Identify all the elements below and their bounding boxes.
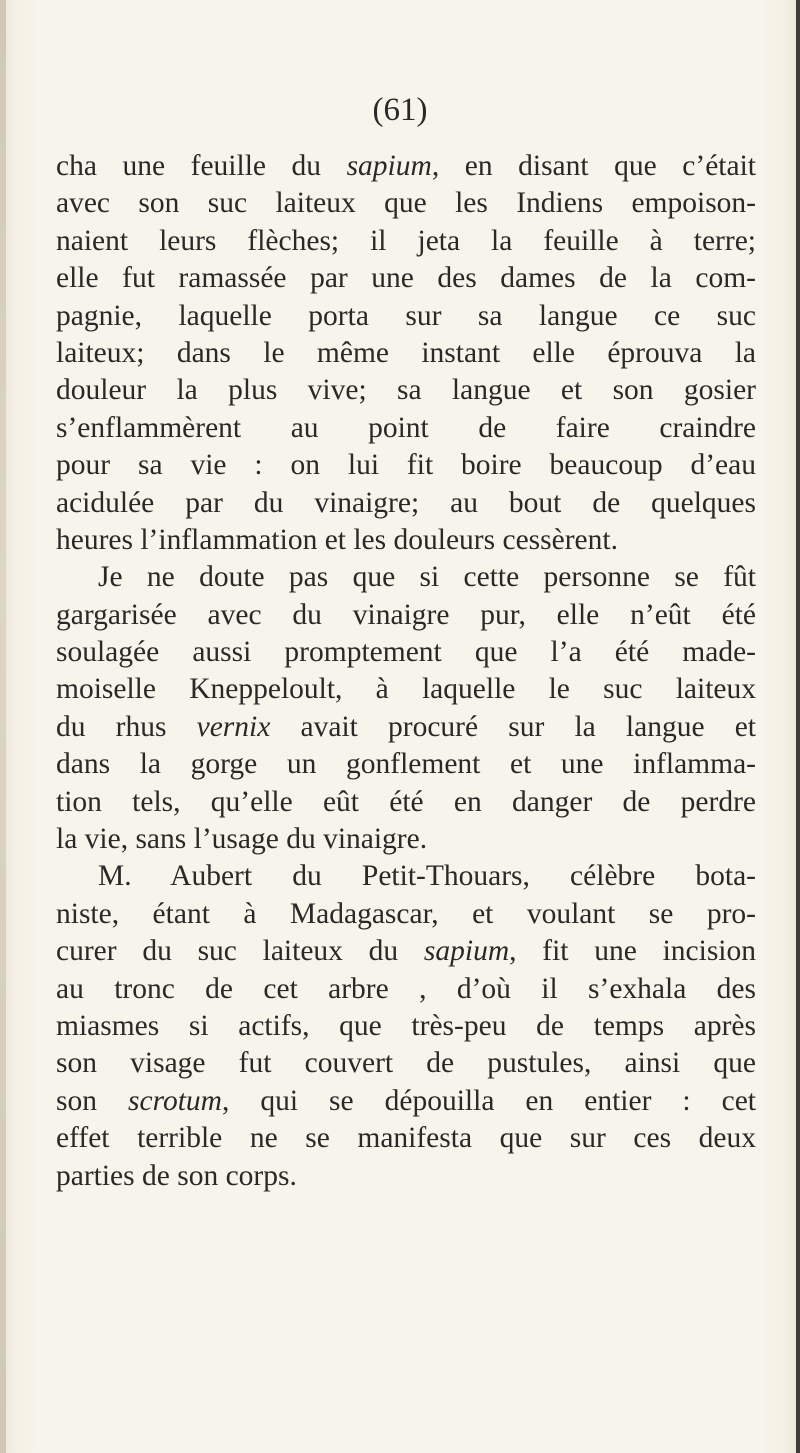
page-right-edge: [796, 0, 800, 1453]
text-fragment: M. Aubert du Petit-Thouars, célèbre bota-: [98, 860, 756, 893]
text-fragment: au tronc de cet arbre , d’où il s’exhala des: [56, 972, 756, 1005]
text-fragment: du rhus: [56, 710, 197, 743]
text-fragment: Je ne doute pas que si cette personne se fût: [98, 561, 756, 594]
text-fragment: naient leurs flèches; il jeta la feuille à terre;: [56, 224, 756, 257]
text-line: [56, 447, 756, 484]
text-line: [56, 522, 756, 559]
text-line: [56, 148, 756, 185]
text-fragment: son: [56, 1084, 128, 1117]
text-fragment: douleur la plus vive; sa langue et son gosier: [56, 374, 756, 407]
text-fragment: miasmes si actifs, que très-peu de temps après: [56, 1009, 756, 1042]
text-fragment: avec son suc laiteux que les Indiens empoison-: [56, 187, 756, 220]
text-fragment: elle fut ramassée par une des dames de la com-: [56, 262, 756, 295]
text-line: [56, 260, 756, 297]
text-line: [56, 784, 756, 821]
text-fragment: curer du suc laiteux du: [56, 935, 424, 968]
text-line: [56, 298, 756, 335]
text-fragment: , qui se dépouilla en entier : cet: [221, 1084, 757, 1117]
text-line: [56, 223, 756, 260]
text-fragment: laiteux; dans le même instant elle éprouva la: [56, 336, 756, 369]
italic-term: scrotum: [128, 1084, 222, 1117]
text-fragment: niste, étant à Madagascar, et voulant se pro-: [56, 897, 756, 930]
text-fragment: son visage fut couvert de pustules, ainsi que: [56, 1047, 756, 1080]
text-line: [56, 335, 756, 372]
italic-term: vernix: [196, 710, 271, 743]
text-fragment: gargarisée avec du vinaigre pur, elle n’eût été: [56, 598, 756, 631]
text-fragment: acidulée par du vinaigre; au bout de quelques: [56, 486, 756, 519]
text-line: [56, 185, 756, 222]
text-fragment: tion tels, qu’elle eût été en danger de perdre: [56, 785, 756, 818]
text-line: [56, 634, 756, 671]
text-line: [56, 933, 756, 970]
text-line: [56, 746, 756, 783]
text-line: [56, 1158, 756, 1195]
italic-term: sapium: [346, 150, 432, 182]
text-fragment: dans la gorge un gonflement et une inflamma-: [56, 748, 756, 781]
text-fragment: , en disant que c’était: [431, 150, 756, 182]
text-fragment: , fit une incision: [509, 935, 756, 968]
text-line: [56, 896, 756, 933]
text-line: [56, 821, 756, 858]
text-fragment: avait procuré sur la langue et: [270, 710, 756, 743]
page-left-edge: [0, 0, 6, 1453]
italic-term: sapium: [423, 935, 510, 968]
page-number: (61): [372, 92, 428, 128]
text-line: [56, 1008, 756, 1045]
body-text: [56, 148, 756, 1195]
text-line: [56, 485, 756, 522]
text-line: [56, 858, 756, 895]
text-line: [56, 1045, 756, 1082]
text-fragment: s’enflammèrent au point de faire craindre: [56, 411, 756, 444]
text-line: [56, 709, 756, 746]
text-fragment: la vie, sans l’usage du vinaigre.: [56, 823, 428, 856]
text-line: [56, 559, 756, 596]
text-line: [56, 597, 756, 634]
text-fragment: cha une feuille du: [56, 150, 347, 182]
text-line: [56, 971, 756, 1008]
text-line: [56, 1083, 756, 1120]
text-line: [56, 372, 756, 409]
text-fragment: effet terrible ne se manifesta que sur ces deux: [56, 1122, 756, 1155]
text-line: [56, 1120, 756, 1157]
text-fragment: moiselle Kneppeloult, à laquelle le suc laiteux: [56, 673, 756, 706]
text-line: [56, 671, 756, 708]
text-fragment: heures l’inflammation et les douleurs cessèrent.: [56, 523, 618, 556]
text-fragment: parties de son corps.: [56, 1159, 297, 1192]
text-fragment: soulagée aussi promptement que l’a été made-: [56, 636, 756, 669]
text-fragment: pagnie, laquelle porta sur sa langue ce suc: [56, 299, 756, 332]
text-fragment: pour sa vie : on lui fit boire beaucoup d’eau: [56, 449, 756, 482]
text-line: [56, 410, 756, 447]
